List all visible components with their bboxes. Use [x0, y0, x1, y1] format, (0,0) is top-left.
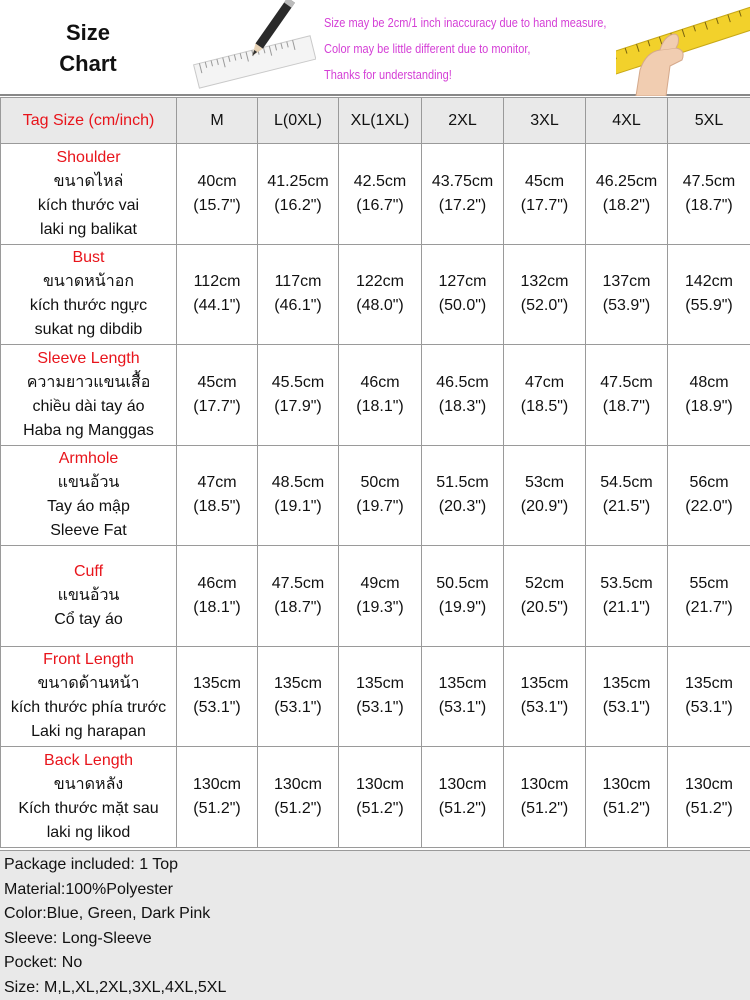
value-inch: (17.9") [274, 397, 322, 415]
value-cm: 43.75cm [431, 172, 494, 190]
measurement-translation: ขนาดหน้าอก [42, 273, 134, 291]
size-value-cell [668, 646, 750, 747]
size-value-cell [586, 144, 668, 245]
value-cm: 135cm [192, 675, 242, 693]
value-cm: 135cm [355, 675, 405, 693]
size-value-cell [586, 747, 668, 848]
measurement-name: Cuff [73, 562, 104, 580]
title-line-size: Size [65, 20, 111, 45]
size-value-cell [339, 144, 422, 245]
size-chart-header [0, 0, 750, 96]
package-info [0, 850, 750, 1000]
value-cm: 48.5cm [271, 474, 325, 492]
value-inch: (17.2") [438, 196, 487, 214]
size-header-m: M [177, 98, 258, 144]
package-line: Package included: 1 Top [4, 856, 179, 873]
size-value-cell [586, 646, 668, 747]
size-value-cell [177, 445, 258, 546]
ruler-pencil-icon [176, 0, 316, 96]
value-cm: 53cm [524, 474, 565, 492]
measurement-row [1, 747, 750, 848]
value-cm: 42.5cm [353, 172, 407, 190]
value-inch: (53.1") [193, 699, 241, 717]
value-cm: 51.5cm [436, 474, 489, 492]
value-inch: (20.5") [520, 598, 569, 616]
size-value-cell [504, 747, 586, 848]
value-cm: 46cm [360, 373, 400, 391]
measurement-label-cell [1, 244, 177, 345]
value-inch: (53.9") [602, 297, 651, 315]
measurement-translation: chiều dài tay áo [32, 397, 145, 415]
value-cm: 122cm [355, 273, 405, 291]
size-value-cell [668, 244, 750, 345]
measurement-label-cell [1, 546, 177, 647]
value-inch: (18.3") [438, 397, 487, 415]
size-value-cell [586, 345, 668, 446]
size-value-cell [177, 345, 258, 446]
value-cm: 55cm [689, 574, 729, 592]
size-header-2xl: 2XL [422, 98, 504, 144]
note-line: Thanks for understanding! [324, 68, 452, 82]
value-inch: (18.1") [193, 598, 241, 616]
value-inch: (53.1") [356, 699, 404, 717]
size-value-cell [177, 747, 258, 848]
size-value-cell [258, 345, 339, 446]
value-cm: 52cm [524, 574, 565, 592]
size-value-cell [177, 546, 258, 647]
value-inch: (18.7") [274, 598, 322, 616]
measurement-name: Bust [72, 249, 105, 267]
measurement-translation: ขนาดไหล่ [53, 172, 124, 190]
measurement-name: Sleeve Length [37, 349, 140, 367]
measurement-translation: kích thước ngực [29, 297, 148, 315]
value-cm: 135cm [602, 675, 651, 693]
size-value-cell [177, 244, 258, 345]
measurement-row [1, 345, 750, 446]
size-value-cell [339, 546, 422, 647]
measurement-translation: laki ng likod [46, 823, 131, 841]
size-value-cell [668, 747, 750, 848]
size-header-xl: XL(1XL) [339, 98, 422, 144]
value-inch: (53.1") [685, 699, 733, 717]
value-inch: (19.1") [274, 498, 322, 516]
value-cm: 130cm [192, 775, 242, 793]
size-value-cell [504, 546, 586, 647]
value-cm: 47cm [524, 373, 565, 391]
package-line: Sleeve: Long-Sleeve [4, 929, 152, 947]
value-inch: (52.0") [520, 297, 569, 315]
measurement-translation: Cổ tay áo [54, 610, 123, 628]
value-cm: 130cm [355, 775, 405, 793]
value-inch: (51.2") [602, 799, 651, 817]
size-value-cell [422, 747, 504, 848]
size-table [0, 97, 750, 848]
value-inch: (22.0") [685, 498, 733, 516]
measurement-name: Shoulder [56, 148, 121, 166]
value-inch: (21.7") [685, 598, 733, 616]
measurement-translation: Haba ng Manggas [23, 421, 154, 439]
measurement-label-cell [1, 646, 177, 747]
measurement-translation: ความยาวแขนเสื้อ [26, 373, 151, 391]
measurement-translation: Kích thước mặt sau [18, 799, 159, 817]
value-cm: 56cm [689, 474, 729, 492]
value-inch: (16.2") [274, 196, 322, 214]
value-cm: 48cm [689, 373, 729, 391]
size-value-cell [504, 244, 586, 345]
value-inch: (19.7") [356, 498, 404, 516]
value-cm: 130cm [684, 775, 734, 793]
value-inch: (18.7") [602, 397, 651, 415]
value-cm: 45cm [524, 172, 565, 190]
value-cm: 41.25cm [267, 172, 329, 190]
size-value-cell [258, 144, 339, 245]
size-value-cell [422, 546, 504, 647]
package-line: Size: M,L,XL,2XL,3XL,4XL,5XL [4, 978, 227, 996]
value-cm: 50.5cm [436, 574, 489, 592]
size-value-cell [177, 144, 258, 245]
size-header-3xl: 3XL [504, 98, 586, 144]
size-value-cell [339, 646, 422, 747]
measurement-row [1, 546, 750, 647]
measurement-translation: ขนาดหลัง [53, 775, 124, 793]
value-inch: (51.2") [356, 799, 404, 817]
value-cm: 46cm [197, 574, 237, 592]
package-line: Pocket: No [4, 954, 83, 972]
package-line: Material:100%Polyester [4, 880, 173, 898]
size-header-l: L(0XL) [258, 98, 339, 144]
value-cm: 47.5cm [600, 373, 653, 391]
value-cm: 135cm [520, 675, 569, 693]
measurement-translation: แขนอ้วน [57, 474, 120, 492]
value-cm: 132cm [520, 273, 569, 291]
value-cm: 47.5cm [271, 574, 325, 592]
value-cm: 112cm [193, 273, 241, 291]
value-cm: 40cm [197, 172, 237, 190]
size-value-cell [668, 345, 750, 446]
measurement-label-cell [1, 144, 177, 245]
size-value-cell [422, 144, 504, 245]
value-inch: (18.9") [685, 397, 733, 415]
size-value-cell [668, 445, 750, 546]
measurement-translation: Tay áo mập [47, 498, 130, 516]
value-cm: 53.5cm [600, 574, 653, 592]
measurement-notes [324, 14, 624, 92]
value-cm: 135cm [273, 675, 323, 693]
measurement-name: Armhole [58, 450, 119, 468]
value-inch: (51.2") [520, 799, 569, 817]
measurement-label-cell [1, 345, 177, 446]
size-header-4xl: 4XL [586, 98, 668, 144]
measurement-row [1, 646, 750, 747]
measurement-row [1, 244, 750, 345]
value-inch: (53.1") [602, 699, 651, 717]
size-value-cell [258, 646, 339, 747]
value-inch: (18.7") [685, 196, 733, 214]
value-inch: (21.5") [602, 498, 651, 516]
size-value-cell [504, 144, 586, 245]
measurement-translation: แขนอ้วน [57, 586, 120, 604]
value-cm: 130cm [602, 775, 651, 793]
size-value-cell [504, 445, 586, 546]
value-inch: (18.5") [520, 397, 569, 415]
measurement-name: Back Length [44, 751, 133, 769]
value-inch: (53.1") [274, 699, 322, 717]
value-cm: 130cm [438, 775, 487, 793]
value-inch: (17.7") [193, 397, 241, 415]
value-inch: (15.7") [193, 196, 241, 214]
size-header-row [1, 98, 750, 144]
value-cm: 135cm [438, 675, 487, 693]
size-value-cell [422, 244, 504, 345]
value-cm: 137cm [602, 273, 651, 291]
value-inch: (50.0") [438, 297, 487, 315]
value-cm: 54.5cm [600, 474, 653, 492]
size-value-cell [504, 345, 586, 446]
size-value-cell [586, 244, 668, 345]
measurement-name: Front Length [43, 651, 134, 669]
tag-size-header: Tag Size (cm/inch) [1, 98, 177, 144]
value-cm: 130cm [273, 775, 323, 793]
size-value-cell [258, 244, 339, 345]
measurement-translation: kích thước phía trước [10, 699, 167, 717]
value-inch: (19.3") [356, 598, 404, 616]
value-cm: 47.5cm [682, 172, 736, 190]
size-value-cell [504, 646, 586, 747]
value-inch: (55.9") [685, 297, 733, 315]
value-inch: (53.1") [520, 699, 569, 717]
value-inch: (53.1") [438, 699, 487, 717]
measurement-translation: ขนาดด้านหน้า [37, 675, 140, 693]
value-cm: 117cm [274, 273, 322, 291]
value-inch: (17.7") [520, 196, 569, 214]
measurement-translation: Laki ng harapan [31, 723, 146, 741]
value-cm: 127cm [438, 273, 487, 291]
size-value-cell [586, 445, 668, 546]
note-line: Size may be 2cm/1 inch inaccuracy due to hand measure, [324, 16, 607, 30]
size-value-cell [339, 244, 422, 345]
measurement-translation: kích thước vai [37, 196, 140, 214]
value-inch: (51.2") [685, 799, 733, 817]
size-value-cell [258, 546, 339, 647]
size-value-cell [258, 445, 339, 546]
size-value-cell [258, 747, 339, 848]
value-inch: (16.7") [356, 196, 404, 214]
size-value-cell [586, 546, 668, 647]
title-line-chart: Chart [59, 51, 117, 76]
measurement-row [1, 144, 750, 245]
size-header-5xl: 5XL [668, 98, 750, 144]
value-inch: (48.0") [356, 297, 404, 315]
value-inch: (18.1") [356, 397, 404, 415]
value-inch: (20.9") [520, 498, 569, 516]
size-value-cell [339, 345, 422, 446]
size-value-cell [668, 144, 750, 245]
package-line: Color:Blue, Green, Dark Pink [4, 905, 211, 923]
measurement-translation: laki ng balikat [40, 220, 137, 238]
value-cm: 130cm [520, 775, 569, 793]
note-line: Color may be little different due to monitor, [324, 42, 531, 56]
value-inch: (46.1") [274, 297, 322, 315]
value-cm: 45.5cm [271, 373, 325, 391]
value-inch: (51.2") [193, 799, 241, 817]
value-inch: (18.2") [602, 196, 651, 214]
value-cm: 135cm [684, 675, 734, 693]
size-value-cell [339, 747, 422, 848]
size-value-cell [422, 445, 504, 546]
measurement-label-cell [1, 445, 177, 546]
value-cm: 45cm [197, 373, 237, 391]
value-inch: (51.2") [438, 799, 487, 817]
value-cm: 49cm [360, 574, 400, 592]
value-cm: 47cm [197, 474, 237, 492]
measurement-translation: Sleeve Fat [50, 522, 127, 540]
size-value-cell [339, 445, 422, 546]
value-inch: (20.3") [438, 498, 487, 516]
value-inch: (51.2") [274, 799, 322, 817]
size-value-cell [422, 646, 504, 747]
value-cm: 46.5cm [436, 373, 489, 391]
value-inch: (44.1") [193, 297, 241, 315]
value-inch: (18.5") [193, 498, 241, 516]
measurement-row [1, 445, 750, 546]
size-value-cell [177, 646, 258, 747]
measurement-translation: sukat ng dibdib [34, 321, 143, 339]
value-inch: (19.9") [438, 598, 487, 616]
page-title [0, 0, 176, 96]
value-inch: (21.1") [602, 598, 651, 616]
value-cm: 142cm [684, 273, 734, 291]
measurement-label-cell [1, 747, 177, 848]
measuring-tape-hand-icon [616, 0, 750, 96]
size-value-cell [422, 345, 504, 446]
value-cm: 46.25cm [595, 172, 658, 190]
value-cm: 50cm [360, 474, 400, 492]
size-value-cell [668, 546, 750, 647]
